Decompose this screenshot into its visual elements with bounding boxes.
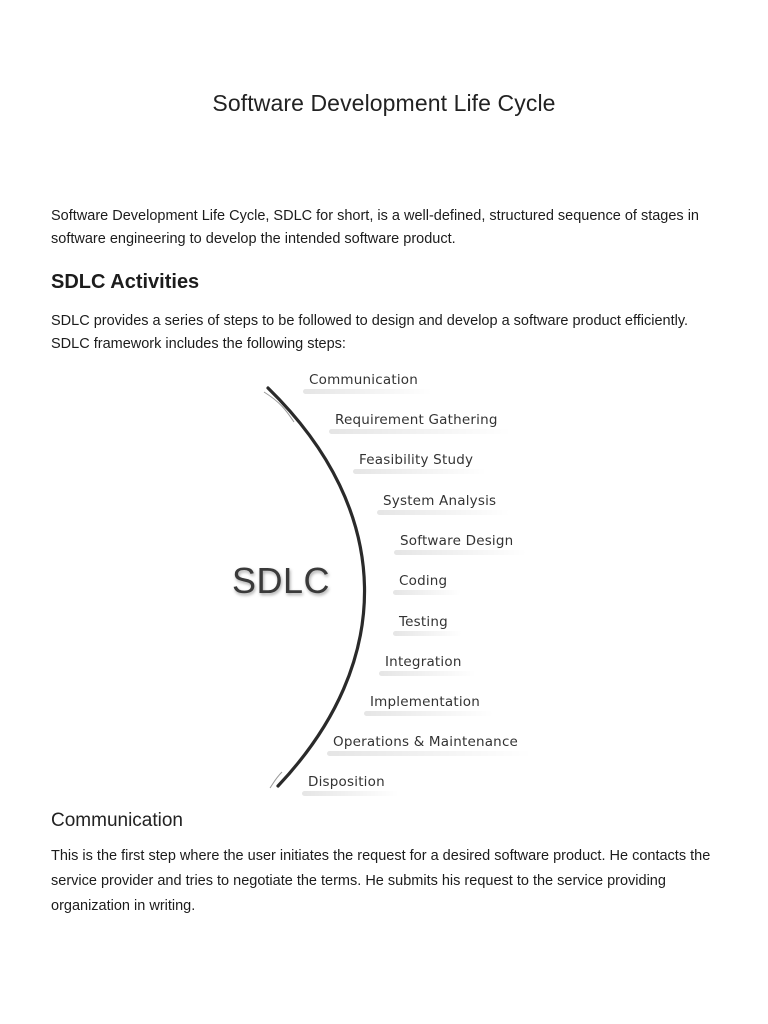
sdlc-activities-heading: SDLC Activities (51, 271, 200, 293)
step-implementation: Implementation (370, 694, 480, 710)
step-requirement-gathering: Requirement Gathering (335, 412, 498, 428)
step-communication: Communication (309, 372, 419, 388)
step-software-design: Software Design (400, 533, 514, 549)
page-title: Software Development Life Cycle (212, 90, 556, 116)
step-testing: Testing (399, 614, 448, 630)
step-system-analysis: System Analysis (383, 493, 497, 509)
communication-paragraph: This is the first step where the user initiates the request for a desired software product. He contacts the service provider and tries to negotiate the terms. He submits his request to the service providing organization in writing. (51, 848, 711, 914)
sdlc-activities-paragraph: SDLC provides a series of steps to be followed to design and develop a software product efficiently. SDLC framework includes the following steps: (51, 313, 689, 352)
step-feasibility-study: Feasibility Study (359, 452, 474, 468)
step-disposition: Disposition (308, 774, 385, 790)
intro-paragraph: Software Development Life Cycle, SDLC for short, is a well-defined, structured sequence of stages in software engineering to develop the intended software product. (51, 208, 699, 247)
sdlc-center-label: SDLC (232, 560, 331, 601)
step-coding: Coding (399, 573, 448, 589)
step-operations-maintenance: Operations & Maintenance (333, 734, 519, 750)
communication-heading: Communication (51, 810, 183, 831)
sdlc-diagram (220, 362, 550, 802)
step-integration: Integration (385, 654, 462, 670)
